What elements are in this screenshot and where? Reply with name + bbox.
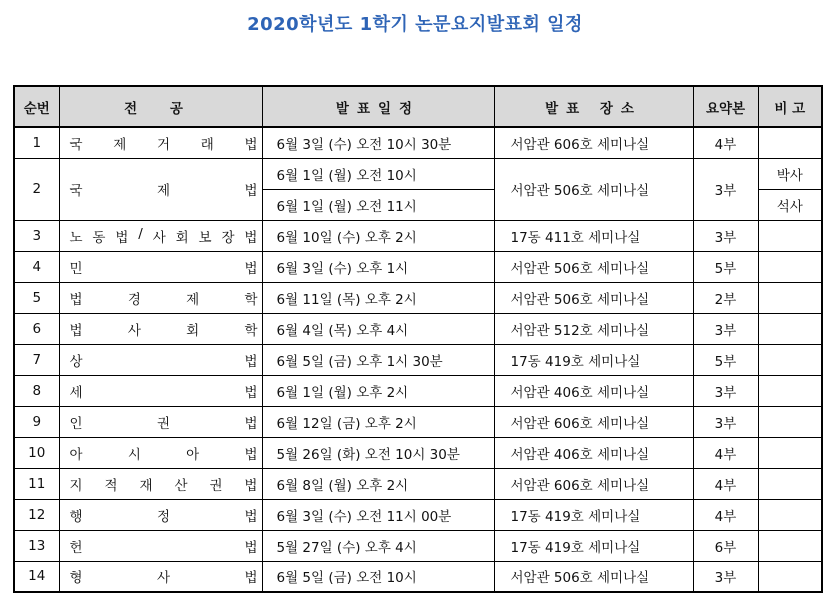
row-note: [758, 499, 822, 530]
row-date: 6월 5일 (금) 오전 10시: [262, 561, 494, 592]
row-date: 6월 3일 (수) 오후 1시: [262, 251, 494, 282]
row-place: 17동 411호 세미나실: [494, 220, 693, 251]
row-place: 서암관 406호 세미나실: [494, 375, 693, 406]
row-number: 5: [14, 282, 59, 313]
row-major-text: 상 법: [69, 353, 258, 370]
row-major-text: 헌 법: [69, 539, 258, 556]
row-note: [758, 282, 822, 313]
row-note: [758, 530, 822, 561]
table-row: [14, 375, 822, 406]
row-copies: 5부: [693, 344, 758, 375]
row-major-text: 국 제 거 래 법: [69, 136, 258, 153]
row-major: [59, 406, 262, 437]
row-date: 6월 12일 (금) 오후 2시: [262, 406, 494, 437]
row-copies: 6부: [693, 530, 758, 561]
row-date: 6월 3일 (수) 오전 11시 00분: [262, 499, 494, 530]
row-note: [758, 251, 822, 282]
row-date: 5월 27일 (수) 오후 4시: [262, 530, 494, 561]
row-note: [758, 127, 822, 158]
row-note: [758, 344, 822, 375]
table-row: [14, 127, 822, 158]
row-place: 서암관 506호 세미나실: [494, 251, 693, 282]
row-copies: 3부: [693, 406, 758, 437]
row-major: [59, 158, 262, 220]
row-major-text: 세 법: [69, 384, 258, 401]
row-major-text: 법 사 회 학: [69, 322, 258, 339]
row-copies: 3부: [693, 561, 758, 592]
page-title: 2020학년도 1학기 논문요지발표회 일정: [247, 14, 583, 35]
table-row: [14, 406, 822, 437]
row-place: 서암관 506호 세미나실: [494, 561, 693, 592]
row-number: 3: [14, 220, 59, 251]
row-place: 서암관 512호 세미나실: [494, 313, 693, 344]
row-major-text: 행 정 법: [69, 508, 258, 525]
row-major: [59, 313, 262, 344]
row-major: [59, 375, 262, 406]
row-number: 14: [14, 561, 59, 592]
table-row: [14, 220, 822, 251]
row-major: [59, 127, 262, 158]
table-row: [14, 499, 822, 530]
row-place: 17동 419호 세미나실: [494, 344, 693, 375]
row-place: 서암관 606호 세미나실: [494, 406, 693, 437]
row-number: 1: [14, 127, 59, 158]
row-note: [758, 313, 822, 344]
row-note: [758, 468, 822, 499]
row-number: 6: [14, 313, 59, 344]
row-major: [59, 437, 262, 468]
row-copies: 5부: [693, 251, 758, 282]
row-date: 6월 10일 (수) 오후 2시: [262, 220, 494, 251]
row-date: 6월 4일 (목) 오후 4시: [262, 313, 494, 344]
row-date: 6월 11일 (목) 오후 2시: [262, 282, 494, 313]
row-place: 서암관 506호 세미나실: [494, 282, 693, 313]
row-note: [758, 437, 822, 468]
table-row: [14, 468, 822, 499]
row-copies: 4부: [693, 127, 758, 158]
row-note: 박사: [758, 158, 822, 189]
row-number: 12: [14, 499, 59, 530]
row-major: [59, 251, 262, 282]
row-major: [59, 220, 262, 251]
row-number: 11: [14, 468, 59, 499]
row-note: [758, 561, 822, 592]
row-major-text: 아 시 아 법: [69, 446, 258, 463]
row-major-text: 인 권 법: [69, 415, 258, 432]
row-date: 6월 5일 (금) 오후 1시 30분: [262, 344, 494, 375]
header-date: 발표일정: [262, 86, 494, 127]
row-number: 8: [14, 375, 59, 406]
row-major: [59, 282, 262, 313]
row-major: [59, 468, 262, 499]
row-number: 4: [14, 251, 59, 282]
row-place: 서암관 606호 세미나실: [494, 468, 693, 499]
row-major-text: 국 제 법: [69, 183, 258, 199]
header-row: [14, 86, 822, 127]
row-copies: 2부: [693, 282, 758, 313]
row-date: 6월 1일 (월) 오후 2시: [262, 375, 494, 406]
table-row: [14, 344, 822, 375]
row-copies: 3부: [693, 375, 758, 406]
header-note: 비 고: [758, 86, 822, 127]
row-number: 13: [14, 530, 59, 561]
row-major: [59, 530, 262, 561]
row-date: 6월 8일 (월) 오후 2시: [262, 468, 494, 499]
row-copies: 4부: [693, 499, 758, 530]
row-date: 6월 1일 (월) 오전 11시: [262, 189, 494, 220]
row-note: [758, 406, 822, 437]
row-number: 10: [14, 437, 59, 468]
row-major-text: 지 적 재 산 권 법: [69, 477, 258, 494]
row-number: 7: [14, 344, 59, 375]
table-row: [14, 437, 822, 468]
row-place: 서암관 606호 세미나실: [494, 127, 693, 158]
row-place: 17동 419호 세미나실: [494, 530, 693, 561]
row-copies: 3부: [693, 158, 758, 220]
row-major: [59, 499, 262, 530]
row-copies: 3부: [693, 220, 758, 251]
table-row: [14, 251, 822, 282]
row-major-text: 노 동 법 / 사 회 보 장 법: [69, 225, 258, 246]
row-major: [59, 561, 262, 592]
row-place: 서암관 506호 세미나실: [494, 158, 693, 220]
row-place: 서암관 406호 세미나실: [494, 437, 693, 468]
row-date: 6월 1일 (월) 오전 10시: [262, 158, 494, 189]
row-copies: 4부: [693, 437, 758, 468]
row-major: [59, 344, 262, 375]
header-copies: 요약본: [693, 86, 758, 127]
table-row: [14, 158, 822, 189]
row-copies: 4부: [693, 468, 758, 499]
row-date: 6월 3일 (수) 오전 10시 30분: [262, 127, 494, 158]
table-row: [14, 530, 822, 561]
table-row: [14, 561, 822, 592]
row-date: 5월 26일 (화) 오전 10시 30분: [262, 437, 494, 468]
row-major-text: 민 법: [69, 260, 258, 277]
row-note: [758, 220, 822, 251]
row-note: [758, 375, 822, 406]
table-row: [14, 282, 822, 313]
row-major-text: 형 사 법: [69, 570, 258, 587]
row-place: 17동 419호 세미나실: [494, 499, 693, 530]
row-number: 9: [14, 406, 59, 437]
row-major-text: 법 경 제 학: [69, 291, 258, 308]
schedule-table: [13, 85, 823, 593]
row-note: 석사: [758, 189, 822, 220]
header-no: 순번: [14, 86, 59, 127]
table-row: [14, 313, 822, 344]
row-number: 2: [14, 158, 59, 220]
row-copies: 3부: [693, 313, 758, 344]
header-place: 발표 장소: [494, 86, 693, 127]
header-major: 전 공: [59, 86, 262, 127]
